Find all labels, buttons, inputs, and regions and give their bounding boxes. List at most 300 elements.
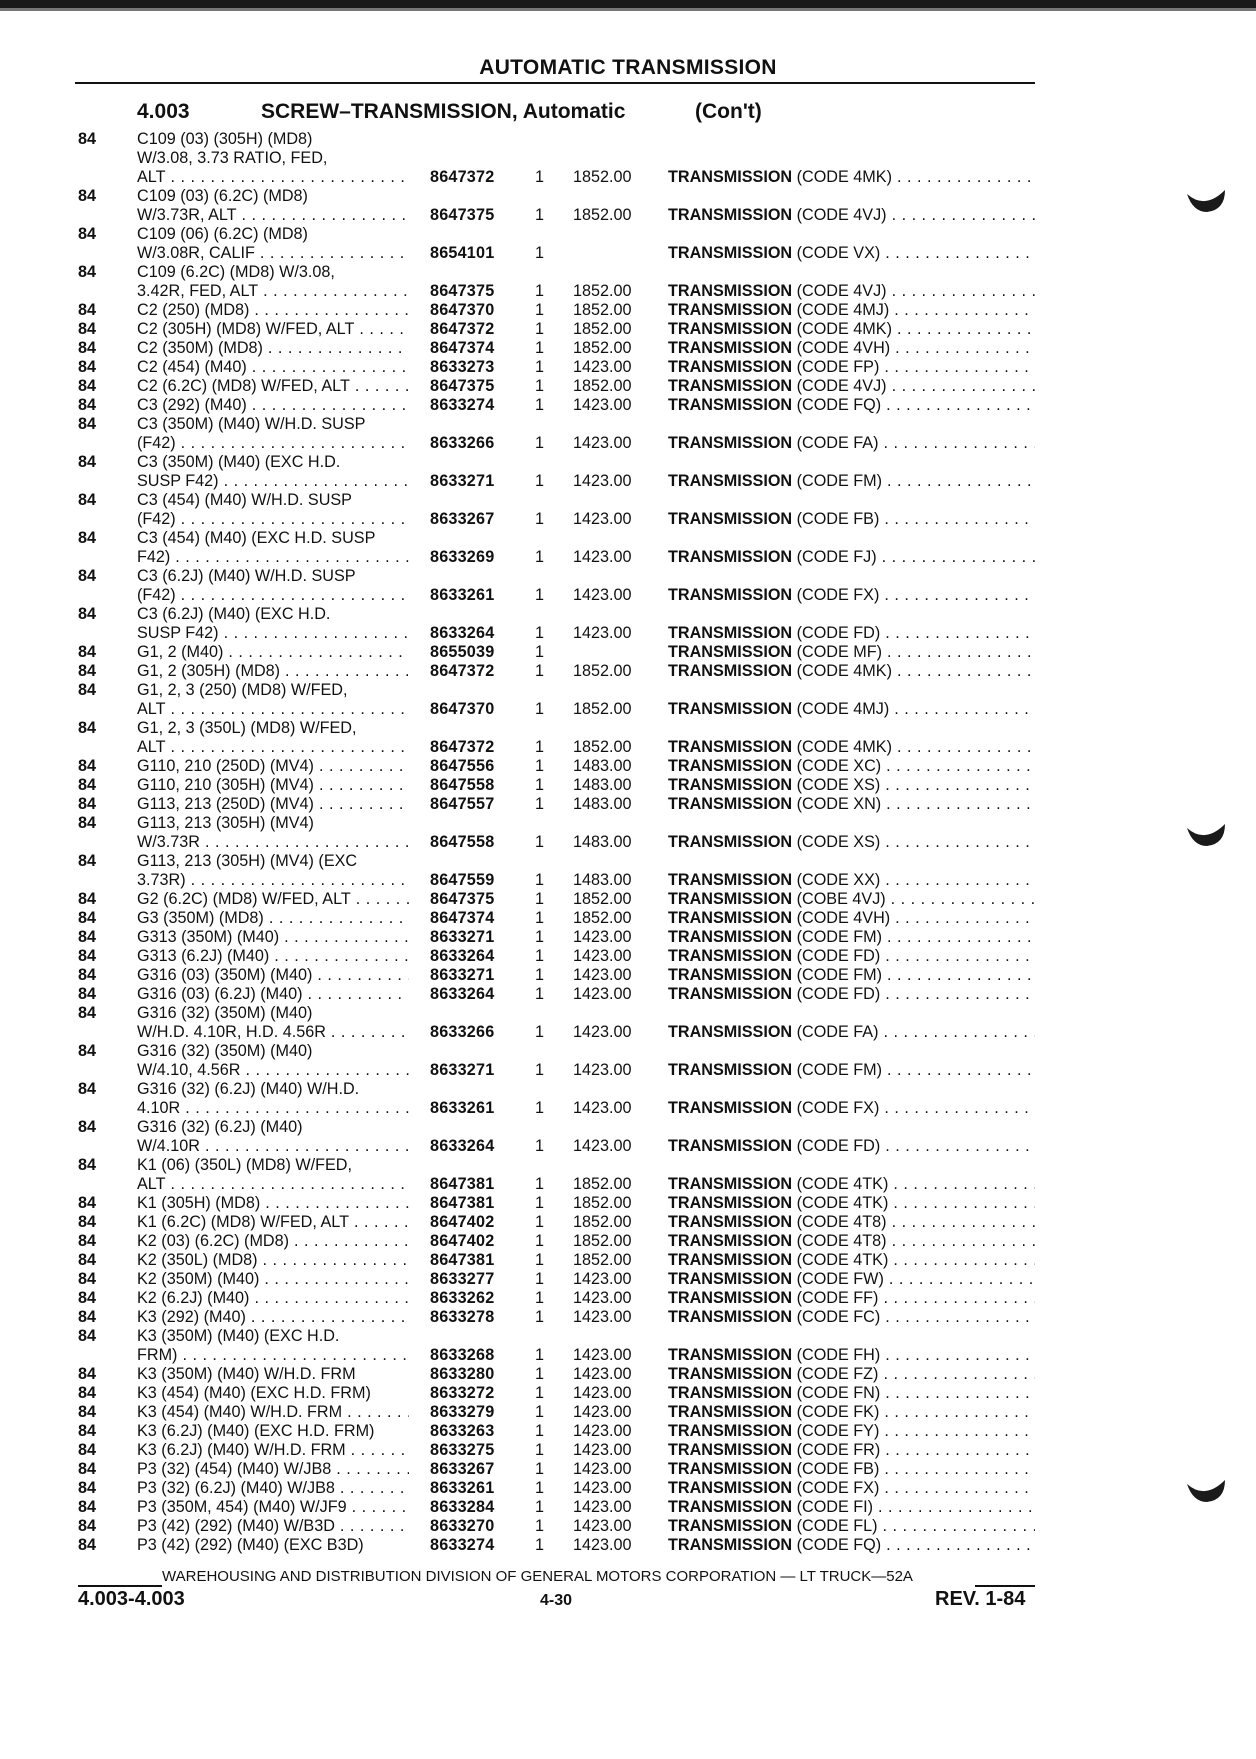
list-item xyxy=(0,681,1256,719)
part-label: TRANSMISSION xyxy=(668,301,793,319)
usage-description: C2 (350M) (MD8) . . . xyxy=(137,339,409,358)
part-number: 8633278 xyxy=(430,1308,495,1326)
usage-description: W/4.10, 4.56R . . . xyxy=(137,1061,409,1080)
usage-description: ALT . . . xyxy=(137,168,409,187)
transmission-code: (CODE XS) xyxy=(796,776,881,794)
part-name xyxy=(668,757,1035,776)
list-item-line xyxy=(0,187,1256,206)
quantity: 1 xyxy=(535,1061,545,1079)
list-item-line xyxy=(0,681,1256,700)
list-item-line xyxy=(0,795,1256,814)
part-number: 8655039 xyxy=(430,643,495,661)
quantity: 1 xyxy=(535,700,545,718)
part-label: TRANSMISSION xyxy=(668,358,793,376)
part-label: TRANSMISSION xyxy=(668,586,793,604)
model-year: 84 xyxy=(78,1251,97,1269)
usage-description: W/3.73R, ALT . . . xyxy=(137,206,409,225)
price: 1423.00 xyxy=(573,548,632,566)
usage-description: W/4.10R . . . xyxy=(137,1137,409,1156)
part-name xyxy=(668,1365,1035,1384)
list-item-line xyxy=(0,339,1256,358)
transmission-code: (CODE 4T8) xyxy=(796,1232,887,1250)
part-number: 8633266 xyxy=(430,1023,495,1041)
part-label: TRANSMISSION xyxy=(668,1479,793,1497)
model-year: 84 xyxy=(78,1042,97,1060)
part-number: 8647375 xyxy=(430,377,495,395)
part-label: TRANSMISSION xyxy=(668,1061,793,1079)
quantity: 1 xyxy=(535,206,545,224)
part-number: 8633273 xyxy=(430,358,495,376)
part-number: 8647375 xyxy=(430,206,495,224)
model-year: 84 xyxy=(78,225,97,243)
quantity: 1 xyxy=(535,909,545,927)
part-label: TRANSMISSION xyxy=(668,909,793,927)
quantity: 1 xyxy=(535,1346,545,1364)
punch-hole-icon xyxy=(1185,188,1227,214)
model-year: 84 xyxy=(78,415,97,433)
usage-description: K3 (6.2J) (M40) (EXC H.D. FRM) xyxy=(137,1422,375,1440)
part-number: 8633264 xyxy=(430,947,495,965)
part-label: TRANSMISSION xyxy=(668,1536,793,1554)
quantity: 1 xyxy=(535,1308,545,1326)
price: 1852.00 xyxy=(573,282,632,300)
part-label: TRANSMISSION xyxy=(668,738,793,756)
quantity: 1 xyxy=(535,1023,545,1041)
part-name xyxy=(668,1517,1035,1536)
price: 1852.00 xyxy=(573,1232,632,1250)
model-year: 84 xyxy=(78,1004,97,1022)
list-item xyxy=(0,1441,1256,1460)
transmission-code: (CODE 4MK) xyxy=(796,662,892,680)
usage-description: P3 (32) (454) (M40) W/JB8 . . . xyxy=(137,1460,409,1479)
list-item-line xyxy=(0,1346,1256,1365)
quantity: 1 xyxy=(535,776,545,794)
section-continued: (Con't) xyxy=(695,100,762,123)
transmission-code: (CODE 4MJ) xyxy=(796,301,890,319)
quantity: 1 xyxy=(535,1251,545,1269)
model-year: 84 xyxy=(78,1365,97,1383)
part-name xyxy=(668,1137,1035,1156)
list-item xyxy=(0,966,1256,985)
list-item xyxy=(0,453,1256,491)
list-item xyxy=(0,1251,1256,1270)
list-item-line xyxy=(0,833,1256,852)
quantity: 1 xyxy=(535,738,545,756)
list-item-line xyxy=(0,244,1256,263)
model-year: 84 xyxy=(78,1517,97,1535)
transmission-code: (CODE 4T8) xyxy=(796,1213,887,1231)
part-number: 8647381 xyxy=(430,1194,495,1212)
list-item xyxy=(0,1080,1256,1118)
usage-description: C109 (03) (305H) (MD8) xyxy=(137,130,313,148)
part-name xyxy=(668,1384,1035,1403)
price: 1852.00 xyxy=(573,662,632,680)
list-item xyxy=(0,928,1256,947)
list-item-line xyxy=(0,643,1256,662)
model-year: 84 xyxy=(78,1384,97,1402)
footer-revision: REV. 1-84 xyxy=(935,1588,1026,1610)
list-item-line xyxy=(0,700,1256,719)
part-label: TRANSMISSION xyxy=(668,1384,793,1402)
part-number: 8647375 xyxy=(430,890,495,908)
part-name xyxy=(668,1346,1035,1365)
part-label: TRANSMISSION xyxy=(668,282,793,300)
price: 1483.00 xyxy=(573,776,632,794)
usage-description: G316 (03) (6.2J) (M40) . . . xyxy=(137,985,409,1004)
list-item-line xyxy=(0,149,1256,168)
usage-description: C3 (350M) (M40) W/H.D. SUSP xyxy=(137,415,366,433)
part-name xyxy=(668,358,1035,377)
transmission-code: (CODE MF) xyxy=(796,643,883,661)
part-number: 8647374 xyxy=(430,909,495,927)
part-number: 8647402 xyxy=(430,1213,495,1231)
list-item-line xyxy=(0,985,1256,1004)
quantity: 1 xyxy=(535,1479,545,1497)
part-label: TRANSMISSION xyxy=(668,1137,793,1155)
part-label: TRANSMISSION xyxy=(668,1023,793,1041)
part-name xyxy=(668,643,1035,662)
top-scan-edge xyxy=(0,0,1256,8)
usage-description: 3.73R) . . . xyxy=(137,871,409,890)
part-name xyxy=(668,168,1035,187)
part-label: TRANSMISSION xyxy=(668,1175,793,1193)
part-label: TRANSMISSION xyxy=(668,966,793,984)
transmission-code: (CODE XS) xyxy=(796,833,881,851)
part-name xyxy=(668,548,1035,567)
part-name xyxy=(668,206,1035,225)
list-item-line xyxy=(0,472,1256,491)
usage-description: G113, 213 (250D) (MV4) . . . xyxy=(137,795,409,814)
part-label: TRANSMISSION xyxy=(668,795,793,813)
part-number: 8647402 xyxy=(430,1232,495,1250)
model-year: 84 xyxy=(78,643,97,661)
quantity: 1 xyxy=(535,358,545,376)
part-name xyxy=(668,1023,1035,1042)
list-item-line xyxy=(0,814,1256,833)
usage-description: W/3.08, 3.73 RATIO, FED, xyxy=(137,149,328,167)
model-year: 84 xyxy=(78,1536,97,1554)
part-name xyxy=(668,1099,1035,1118)
model-year: 84 xyxy=(78,567,97,585)
list-item xyxy=(0,814,1256,852)
list-item-line xyxy=(0,320,1256,339)
list-item xyxy=(0,719,1256,757)
transmission-code: (CODE 4VJ) xyxy=(796,206,887,224)
quantity: 1 xyxy=(535,624,545,642)
part-number: 8647372 xyxy=(430,168,495,186)
model-year: 84 xyxy=(78,377,97,395)
list-item-line xyxy=(0,510,1256,529)
list-item xyxy=(0,1232,1256,1251)
transmission-code: (CODE FQ) xyxy=(796,396,882,414)
usage-description: G313 (6.2J) (M40) . . . xyxy=(137,947,409,966)
list-item xyxy=(0,225,1256,263)
list-item-line xyxy=(0,130,1256,149)
transmission-code: (CODE 4TK) xyxy=(796,1175,889,1193)
model-year: 84 xyxy=(78,1441,97,1459)
part-number: 8647381 xyxy=(430,1251,495,1269)
part-number: 8633270 xyxy=(430,1517,495,1535)
list-item-line xyxy=(0,1080,1256,1099)
transmission-code: (CODE FM) xyxy=(796,966,883,984)
model-year: 84 xyxy=(78,757,97,775)
part-label: TRANSMISSION xyxy=(668,206,793,224)
part-name xyxy=(668,244,1035,263)
transmission-code: (CODE VX) xyxy=(796,244,881,262)
transmission-code: (CODE FD) xyxy=(796,624,881,642)
model-year: 84 xyxy=(78,1270,97,1288)
transmission-code: (CODE 4MK) xyxy=(796,320,892,338)
quantity: 1 xyxy=(535,890,545,908)
list-item xyxy=(0,1270,1256,1289)
part-label: TRANSMISSION xyxy=(668,320,793,338)
model-year: 84 xyxy=(78,339,97,357)
quantity: 1 xyxy=(535,1289,545,1307)
list-item xyxy=(0,1498,1256,1517)
usage-description: SUSP F42) . . . xyxy=(137,472,409,491)
part-number: 8633268 xyxy=(430,1346,495,1364)
footer-rule-left xyxy=(78,1585,162,1587)
part-name xyxy=(668,947,1035,966)
quantity: 1 xyxy=(535,1403,545,1421)
transmission-code: (CODE FH) xyxy=(796,1346,881,1364)
price: 1852.00 xyxy=(573,700,632,718)
list-item-line xyxy=(0,1061,1256,1080)
list-item xyxy=(0,947,1256,966)
part-name xyxy=(668,1194,1035,1213)
transmission-code: (CODE FQ) xyxy=(796,1536,882,1554)
part-number: 8647381 xyxy=(430,1175,495,1193)
list-item xyxy=(0,1004,1256,1042)
part-name xyxy=(668,434,1035,453)
list-item-line xyxy=(0,358,1256,377)
part-name xyxy=(668,1289,1035,1308)
part-label: TRANSMISSION xyxy=(668,985,793,1003)
list-item-line xyxy=(0,1498,1256,1517)
list-item-line xyxy=(0,548,1256,567)
model-year: 84 xyxy=(78,985,97,1003)
list-item xyxy=(0,301,1256,320)
list-item xyxy=(0,1118,1256,1156)
part-name xyxy=(668,339,1035,358)
part-label: TRANSMISSION xyxy=(668,1422,793,1440)
model-year: 84 xyxy=(78,1460,97,1478)
usage-description: ALT . . . xyxy=(137,1175,409,1194)
list-item-line xyxy=(0,1384,1256,1403)
list-item-line xyxy=(0,396,1256,415)
transmission-code: (CODE 4MK) xyxy=(796,168,892,186)
list-item xyxy=(0,339,1256,358)
part-number: 8647374 xyxy=(430,339,495,357)
part-label: TRANSMISSION xyxy=(668,643,793,661)
usage-description: G316 (32) (350M) (M40) xyxy=(137,1042,313,1060)
list-item-line xyxy=(0,434,1256,453)
list-item xyxy=(0,662,1256,681)
usage-description: K2 (350L) (MD8) . . . xyxy=(137,1251,409,1270)
price: 1423.00 xyxy=(573,1460,632,1478)
price: 1423.00 xyxy=(573,1517,632,1535)
transmission-code: (CODE XC) xyxy=(796,757,882,775)
part-name xyxy=(668,662,1035,681)
list-item xyxy=(0,1403,1256,1422)
list-item-line xyxy=(0,1213,1256,1232)
list-item-line xyxy=(0,757,1256,776)
quantity: 1 xyxy=(535,1517,545,1535)
model-year: 84 xyxy=(78,1498,97,1516)
quantity: 1 xyxy=(535,1422,545,1440)
usage-description: C109 (6.2C) (MD8) W/3.08, xyxy=(137,263,335,281)
quantity: 1 xyxy=(535,1441,545,1459)
list-item-line xyxy=(0,1517,1256,1536)
transmission-code: (CODE FX) xyxy=(796,1099,880,1117)
part-name xyxy=(668,1308,1035,1327)
part-label: TRANSMISSION xyxy=(668,1194,793,1212)
transmission-code: (CODE FI) xyxy=(796,1498,874,1516)
part-name xyxy=(668,985,1035,1004)
list-item xyxy=(0,130,1256,187)
usage-description: G313 (350M) (M40) . . . xyxy=(137,928,409,947)
list-item-line xyxy=(0,206,1256,225)
model-year: 84 xyxy=(78,719,97,737)
model-year: 84 xyxy=(78,1156,97,1174)
list-item-line xyxy=(0,415,1256,434)
list-item-line xyxy=(0,1460,1256,1479)
list-item xyxy=(0,415,1256,453)
usage-description: G316 (32) (350M) (M40) xyxy=(137,1004,313,1022)
price: 1423.00 xyxy=(573,472,632,490)
part-number: 8647558 xyxy=(430,776,495,794)
price: 1852.00 xyxy=(573,206,632,224)
punch-hole-icon xyxy=(1185,822,1227,848)
part-name xyxy=(668,776,1035,795)
usage-description: C3 (350M) (M40) (EXC H.D. xyxy=(137,453,341,471)
part-number: 8633266 xyxy=(430,434,495,452)
usage-description: P3 (350M, 454) (M40) W/JF9 . . . xyxy=(137,1498,409,1517)
list-item xyxy=(0,263,1256,301)
list-item-line xyxy=(0,301,1256,320)
usage-description: K1 (06) (350L) (MD8) W/FED, xyxy=(137,1156,352,1174)
list-item-line xyxy=(0,1099,1256,1118)
part-number: 8633280 xyxy=(430,1365,495,1383)
list-item xyxy=(0,491,1256,529)
quantity: 1 xyxy=(535,1460,545,1478)
list-item xyxy=(0,1479,1256,1498)
model-year: 84 xyxy=(78,890,97,908)
list-item xyxy=(0,1536,1256,1555)
quantity: 1 xyxy=(535,1498,545,1516)
usage-description: C3 (454) (M40) W/H.D. SUSP xyxy=(137,491,352,509)
quantity: 1 xyxy=(535,985,545,1003)
part-label: TRANSMISSION xyxy=(668,700,793,718)
list-item xyxy=(0,1327,1256,1365)
list-item xyxy=(0,396,1256,415)
usage-description: G113, 213 (305H) (MV4) xyxy=(137,814,314,832)
list-item xyxy=(0,1213,1256,1232)
list-item-line xyxy=(0,1270,1256,1289)
usage-description: C2 (454) (M40) . . . xyxy=(137,358,409,377)
usage-description: FRM) . . . xyxy=(137,1346,409,1365)
list-item-line xyxy=(0,1479,1256,1498)
list-item xyxy=(0,1308,1256,1327)
usage-description: C2 (6.2C) (MD8) W/FED, ALT . . . xyxy=(137,377,409,396)
usage-description: G3 (350M) (MD8) . . . xyxy=(137,909,409,928)
price: 1852.00 xyxy=(573,301,632,319)
model-year: 84 xyxy=(78,947,97,965)
quantity: 1 xyxy=(535,1384,545,1402)
list-item xyxy=(0,1194,1256,1213)
part-number: 8633264 xyxy=(430,985,495,1003)
transmission-code: (CODE 4MK) xyxy=(796,738,892,756)
price: 1852.00 xyxy=(573,168,632,186)
price: 1423.00 xyxy=(573,1498,632,1516)
price: 1483.00 xyxy=(573,871,632,889)
price: 1423.00 xyxy=(573,434,632,452)
model-year: 84 xyxy=(78,795,97,813)
quantity: 1 xyxy=(535,662,545,680)
part-label: TRANSMISSION xyxy=(668,928,793,946)
list-item-line xyxy=(0,491,1256,510)
list-item-line xyxy=(0,1118,1256,1137)
model-year: 84 xyxy=(78,1403,97,1421)
list-item-line xyxy=(0,1137,1256,1156)
price: 1423.00 xyxy=(573,1346,632,1364)
list-item xyxy=(0,909,1256,928)
model-year: 84 xyxy=(78,1213,97,1231)
part-label: TRANSMISSION xyxy=(668,871,793,889)
model-year: 84 xyxy=(78,1479,97,1497)
quantity: 1 xyxy=(535,928,545,946)
usage-description: K2 (03) (6.2C) (MD8) . . . xyxy=(137,1232,409,1251)
part-number: 8633269 xyxy=(430,548,495,566)
price: 1852.00 xyxy=(573,339,632,357)
usage-description: C2 (305H) (MD8) W/FED, ALT . . . xyxy=(137,320,409,339)
part-number: 8633272 xyxy=(430,1384,495,1402)
model-year: 84 xyxy=(78,662,97,680)
quantity: 1 xyxy=(535,301,545,319)
part-number: 8633274 xyxy=(430,396,495,414)
part-name xyxy=(668,871,1035,890)
usage-description: (F42) . . . xyxy=(137,434,409,453)
price: 1852.00 xyxy=(573,890,632,908)
usage-description: 3.42R, FED, ALT . . . xyxy=(137,282,409,301)
price: 1423.00 xyxy=(573,1422,632,1440)
list-item xyxy=(0,320,1256,339)
part-label: TRANSMISSION xyxy=(668,434,793,452)
list-item-line xyxy=(0,1422,1256,1441)
part-label: TRANSMISSION xyxy=(668,1270,793,1288)
list-item-line xyxy=(0,776,1256,795)
transmission-code: (CODE FD) xyxy=(796,947,881,965)
usage-description: K2 (6.2J) (M40) . . . xyxy=(137,1289,409,1308)
price: 1423.00 xyxy=(573,1365,632,1383)
part-name xyxy=(668,833,1035,852)
quantity: 1 xyxy=(535,548,545,566)
list-item-line xyxy=(0,567,1256,586)
list-item-line xyxy=(0,225,1256,244)
quantity: 1 xyxy=(535,320,545,338)
part-number: 8633264 xyxy=(430,624,495,642)
model-year: 84 xyxy=(78,529,97,547)
part-name xyxy=(668,586,1035,605)
usage-description: G316 (32) (6.2J) (M40) W/H.D. xyxy=(137,1080,360,1098)
part-number: 8647557 xyxy=(430,795,495,813)
model-year: 84 xyxy=(78,681,97,699)
punch-hole-icon xyxy=(1185,1478,1227,1504)
price: 1423.00 xyxy=(573,1061,632,1079)
usage-description: G1, 2, 3 (250) (MD8) W/FED, xyxy=(137,681,348,699)
part-label: TRANSMISSION xyxy=(668,1460,793,1478)
model-year: 84 xyxy=(78,909,97,927)
